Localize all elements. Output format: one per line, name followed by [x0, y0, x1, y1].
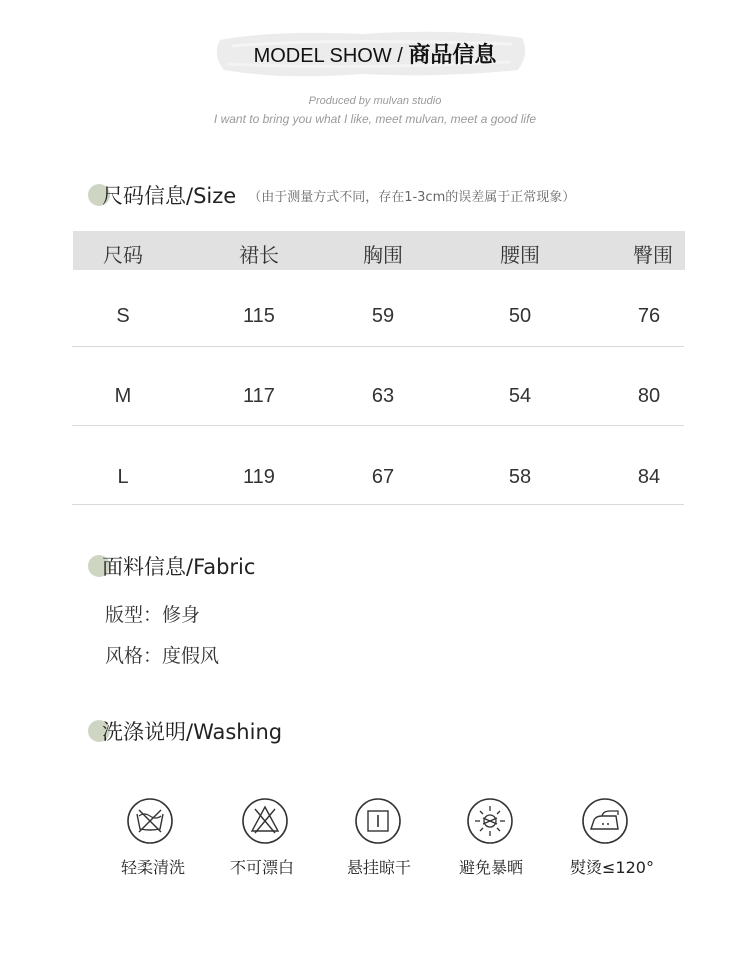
table-header-cell: 裙长	[239, 245, 279, 267]
table-cell: 80	[637, 385, 661, 407]
no-bleach-icon	[240, 796, 290, 846]
washing-section-heading	[88, 716, 282, 746]
subtitle-studio: Produced by mulvan studio	[308, 95, 442, 107]
table-header-cell: 腰围	[500, 245, 540, 267]
fabric-section-heading	[88, 551, 255, 581]
washing-section-title: 洗涤说明/Washing	[102, 720, 283, 744]
table-header-cell: 胸围	[363, 245, 403, 267]
table-cell: 117	[243, 385, 275, 407]
size-section-note: （由于测量方式不同，存在1-3cm的误差属于正常现象）	[248, 189, 576, 205]
bleach-label: 不可漂白	[229, 858, 294, 877]
table-cell: 54	[508, 385, 532, 407]
page-title-zh: 商品信息	[408, 43, 497, 68]
gentle-wash-icon	[125, 796, 175, 846]
iron-icon	[580, 796, 630, 846]
hang-dry-icon	[353, 796, 403, 846]
size-section-heading	[88, 180, 575, 210]
table-cell: 63	[371, 385, 395, 407]
table-header-cell: 尺码	[103, 245, 143, 267]
table-cell: 76	[637, 305, 661, 327]
row-divider	[72, 425, 684, 426]
row-divider	[72, 504, 684, 505]
sun-label: 避免暴晒	[458, 858, 523, 877]
table-cell: L	[117, 466, 129, 488]
fabric-style: 风格：度假风	[105, 645, 220, 667]
size-section-title: 尺码信息/Size	[102, 184, 237, 208]
table-cell: 59	[371, 305, 395, 327]
dry-label: 悬挂晾干	[346, 858, 411, 877]
page-title-en: MODEL SHOW /	[253, 45, 409, 67]
table-cell: M	[114, 385, 132, 407]
table-cell: 58	[508, 466, 532, 488]
wash-label: 轻柔清洗	[120, 858, 185, 877]
table-cell: 119	[243, 466, 275, 488]
row-divider	[72, 346, 684, 347]
table-cell: 84	[637, 466, 661, 488]
fabric-section-title: 面料信息/Fabric	[102, 555, 256, 579]
table-cell: 50	[508, 305, 532, 327]
table-cell: S	[116, 305, 130, 327]
table-cell: 115	[243, 305, 275, 327]
iron-label: 熨烫≤120°	[570, 858, 654, 877]
table-cell: 67	[371, 466, 395, 488]
fabric-fit: 版型：修身	[105, 604, 201, 626]
page-title	[0, 38, 750, 69]
subtitle-slogan: I want to bring you what I like, meet mulvan, meet a good life	[213, 112, 537, 126]
table-header-cell: 臀围	[633, 245, 673, 267]
avoid-sun-icon	[465, 796, 515, 846]
